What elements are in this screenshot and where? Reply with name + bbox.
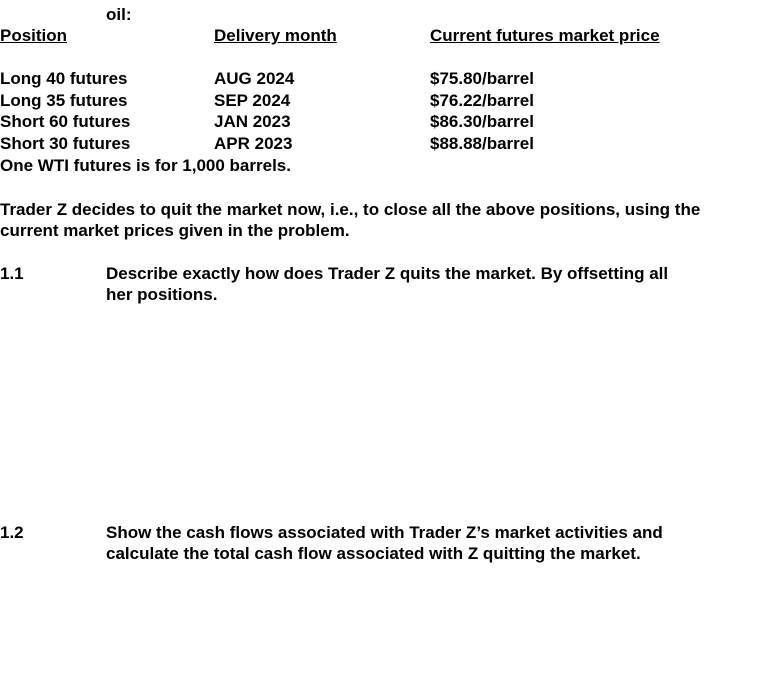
row-month: AUG 2024 xyxy=(214,69,295,88)
row-position: Long 35 futures xyxy=(0,91,128,110)
row-price: $88.88/barrel xyxy=(430,134,534,153)
question-text: calculate the total cash flow associated with Z quitting the market. xyxy=(106,544,641,563)
question-number: 1.2 xyxy=(0,523,24,542)
row-price: $76.22/barrel xyxy=(430,91,534,110)
row-position: Long 40 futures xyxy=(0,69,128,88)
row-position: Short 30 futures xyxy=(0,134,131,153)
contract-size-note: One WTI futures is for 1,000 barrels. xyxy=(0,156,291,175)
header-position: Position xyxy=(0,26,68,45)
header-delivery-month: Delivery month xyxy=(214,26,337,45)
question-text: Show the cash flows associated with Trader Z’s market activities and xyxy=(106,523,663,542)
paragraph-line: current market prices given in the problem. xyxy=(0,221,350,240)
question-number: 1.1 xyxy=(0,264,24,283)
header-price: Current futures market price xyxy=(430,26,660,45)
row-price: $86.30/barrel xyxy=(430,112,534,131)
row-position: Short 60 futures xyxy=(0,112,131,131)
question-text: her positions. xyxy=(106,285,218,304)
intro-fragment: oil: xyxy=(106,5,132,24)
row-month: SEP 2024 xyxy=(214,91,291,110)
paragraph-line: Trader Z decides to quit the market now, i.e., to close all the above positions, using the xyxy=(0,200,701,219)
row-month: JAN 2023 xyxy=(214,112,291,131)
row-price: $75.80/barrel xyxy=(430,69,534,88)
row-month: APR 2023 xyxy=(214,134,293,153)
question-text: Describe exactly how does Trader Z quits the market. By offsetting all xyxy=(106,264,669,283)
